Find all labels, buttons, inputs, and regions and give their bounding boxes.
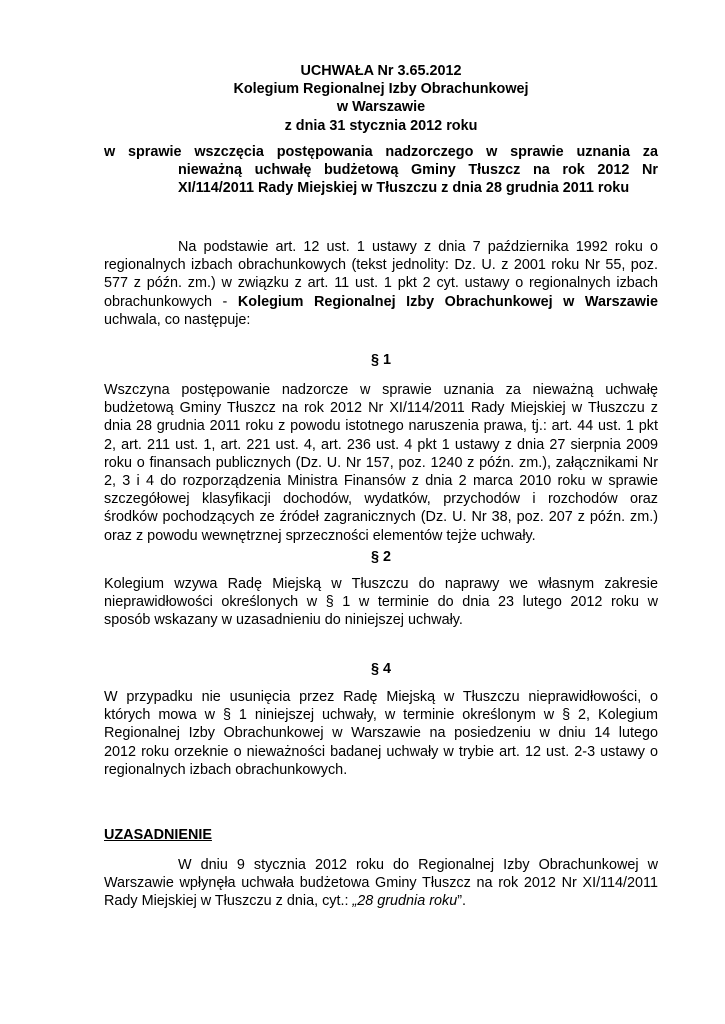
section-1-line: budżetową Gminy Tłuszcz na rok 2012 Nr XI/114/2011 Rady Miejskiej w Tłuszczu z xyxy=(104,400,658,417)
preamble-line: 577 z późn. zm.) w związku z art. 11 ust. 1 pkt 2 cyt. ustawy o regionalnych izbach xyxy=(104,275,658,292)
justification-line: W dniu 9 stycznia 2012 roku do Regionalnej Izby Obrachunkowej w xyxy=(178,857,658,873)
section-4-line: regionalnych izbach obrachunkowych. xyxy=(104,761,348,778)
justification-line: Warszawie wpłynęła uchwała budżetowa Gminy Tłuszcz na rok 2012 Nr XI/114/2011 xyxy=(104,875,658,892)
section-2-line: nieprawidłowości określonych w § 1 w terminie do dnia 23 lutego 2012 roku w xyxy=(104,594,658,611)
section-1-line: 2, art. 211 ust. 1, art. 221 ust. 4, art. 236 ust. 4 pkt 1 ustawy z dnia 27 sierpnia 2009 xyxy=(104,436,658,453)
section-1-line: Wszczyna postępowanie nadzorcze w sprawie uznania za nieważną uchwałę xyxy=(104,382,658,398)
justification-text: Rady Miejskiej w Tłuszczu z dnia, cyt.: xyxy=(104,893,353,910)
section-1-line: oraz z powodu wewnętrznej sprzeczności elementów tejże uchwały. xyxy=(104,527,536,544)
preamble-paragraph xyxy=(104,238,658,329)
issuing-city: w Warszawie xyxy=(336,99,426,116)
preamble-line: regionalnych izbach obrachunkowych (tekst jednolity: Dz. U. z 2001 roku Nr 55, poz. xyxy=(104,257,658,274)
section-1-line: dnia 28 grudnia 2011 roku z powodu istotnego naruszenia prawa, tj.: art. 44 ust. 1 pkt xyxy=(104,418,658,435)
subject-line: nieważną uchwałę budżetową Gminy Tłuszcz na rok 2012 Nr xyxy=(178,162,658,179)
section-2-line: sposób wskazany w uzasadnieniu do niniejszej uchwały. xyxy=(104,612,463,629)
section-1-line: środków pochodzących ze źródeł zagranicznych (Dz. U. Nr 38, poz. 207 z późn. zm.) xyxy=(104,509,658,526)
justification-paragraph xyxy=(104,856,658,911)
resolution-subject xyxy=(104,143,658,198)
section-4-line: 2012 roku orzeknie o nieważności badanej uchwały w trybie art. 12 ust. 2-3 ustawy o xyxy=(104,743,658,760)
justification-quoted-date: „28 grudnia roku xyxy=(352,893,458,910)
justification-line xyxy=(104,892,658,910)
section-4-line: których mowa w § 1 niniejszej uchwały, w terminie określonym w § 2, Kolegium xyxy=(104,707,658,724)
preamble-text: obrachunkowych - xyxy=(104,293,238,310)
justification-heading: UZASADNIENIE xyxy=(104,827,212,843)
preamble-line: uchwala, co następuje: xyxy=(104,311,251,328)
section-2-heading: § 2 xyxy=(370,549,391,565)
preamble-line xyxy=(104,293,658,311)
section-2-paragraph xyxy=(104,575,658,630)
subject-line: XI/114/2011 Rady Miejskiej w Tłuszczu z dnia 28 grudnia 2011 roku xyxy=(178,180,630,197)
section-4-line: Regionalnej Izby Obrachunkowej w Warszawie na posiedzeniu w dniu 14 lutego xyxy=(104,725,658,742)
preamble-line: Na podstawie art. 12 ust. 1 ustawy z dnia 7 października 1992 roku o xyxy=(178,239,658,255)
resolution-number: UCHWAŁA Nr 3.65.2012 xyxy=(300,63,462,79)
section-1-line: roku o finansach publicznych (Dz. U. Nr 157, poz. 1240 z późn. zm.), załącznikami Nr xyxy=(104,454,658,471)
justification-quote-end: ”. xyxy=(457,893,467,910)
resolution-date: z dnia 31 stycznia 2012 roku xyxy=(284,117,478,134)
resolution-header xyxy=(104,62,658,135)
issuing-body: Kolegium Regionalnej Izby Obrachunkowej xyxy=(233,81,529,98)
section-2-line: Kolegium wzywa Radę Miejską w Tłuszczu do naprawy we własnym zakresie xyxy=(104,576,658,592)
section-1-line: szczegółowej klasyfikacji dochodów, wydatków, przychodów i rozchodów oraz xyxy=(104,491,658,508)
section-4-line: W przypadku nie usunięcia przez Radę Miejską w Tłuszczu nieprawidłowości, o xyxy=(104,689,658,705)
subject-line: w sprawie wszczęcia postępowania nadzorczego w sprawie uznania za xyxy=(104,144,658,160)
section-4-paragraph xyxy=(104,688,658,779)
preamble-bold-body: Kolegium Regionalnej Izby Obrachunkowej w Warszawie xyxy=(237,293,658,310)
section-1-paragraph xyxy=(104,381,658,545)
section-1-heading: § 1 xyxy=(370,352,391,368)
section-4-heading: § 4 xyxy=(370,661,391,677)
section-1-line: 2, 3 i 4 do rozporządzenia Ministra Finansów z dnia 2 marca 2010 roku w sprawie xyxy=(104,473,658,490)
